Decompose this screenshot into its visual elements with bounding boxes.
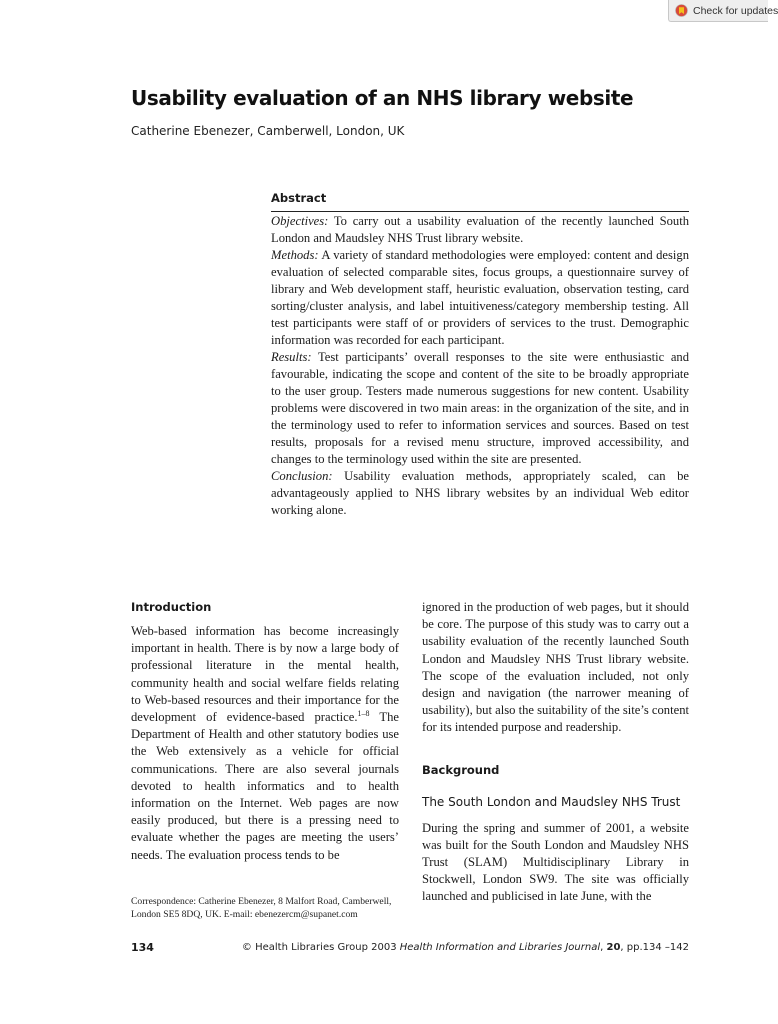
abstract-results bbox=[271, 349, 689, 468]
journal-footer bbox=[242, 942, 689, 953]
background-paragraph: During the spring and summer of 2001, a website was built for the South London and Maudsley NHS Trust (SLAM) Multidisciplinary Library in Stockwell, London SW9. The site was officially launched and publicised in late June, with the bbox=[422, 820, 689, 904]
methods-label: Methods: bbox=[271, 248, 319, 262]
results-text: Test participants’ overall responses to the site were enthusiastic and favourable, indicating the scope and content of the site to be broadly appropriate to the user group. Testers made numerous suggestions for new content. Usability problems were discovered in two main areas: in the organization of the site, and in the terminology used to refer to information services and sources. Based on test results, proposals for a revised menu structure, improved accessibility, and changes to the terminology used within the site are presented. bbox=[271, 350, 689, 466]
introduction-paragraph bbox=[131, 623, 399, 864]
introduction-text-a: Web-based information has become increasingly important in health. There is by now a large body of professional literature in the mental health, community health and social welfare fields relating to Web-based resources and their importance for the development of evidence-based practice. bbox=[131, 624, 399, 725]
abstract-heading: Abstract bbox=[271, 191, 327, 205]
background-subheading: The South London and Maudsley NHS Trust bbox=[422, 794, 681, 809]
article-authors: Catherine Ebenezer, Camberwell, London, UK bbox=[131, 124, 405, 138]
copyright-text: © Health Libraries Group 2003 bbox=[241, 942, 400, 953]
check-for-updates-label: Check for updates bbox=[693, 4, 778, 17]
footer-separator: , bbox=[600, 942, 607, 953]
abstract-body bbox=[271, 213, 689, 519]
page-range: , pp.134 –142 bbox=[620, 942, 689, 953]
conclusion-text: Usability evaluation methods, appropriately scaled, can be advantageously applied to NHS library websites by an individual Web editor working alone. bbox=[271, 469, 689, 517]
abstract-divider bbox=[271, 211, 689, 212]
introduction-text-b: The Department of Health and other statutory bodies use the Web extensively as a vehicle for official communications. There are also several journals devoted to health informatics and to health information on the Internet. Web pages are now easily produced, but there is a pressing need to evaluate whether the pages are meeting the users’ needs. The evaluation process tends to be bbox=[131, 710, 399, 862]
abstract-conclusion bbox=[271, 468, 689, 519]
journal-name: Health Information and Libraries Journal bbox=[399, 942, 601, 953]
reference-marker: 1–8 bbox=[357, 708, 370, 718]
abstract-methods bbox=[271, 247, 689, 349]
left-column bbox=[131, 600, 399, 864]
objectives-text: To carry out a usability evaluation of the recently launched South London and Maudsley NHS Trust library website. bbox=[271, 214, 689, 245]
background-heading: Background bbox=[422, 762, 500, 777]
conclusion-label: Conclusion: bbox=[271, 469, 333, 483]
page-number: 134 bbox=[131, 941, 154, 954]
check-for-updates-button[interactable] bbox=[668, 0, 778, 22]
right-column bbox=[422, 599, 689, 906]
journal-volume: 20 bbox=[606, 942, 621, 953]
introduction-heading: Introduction bbox=[131, 600, 212, 614]
results-label: Results: bbox=[271, 350, 312, 364]
abstract-objectives bbox=[271, 213, 689, 247]
article-title: Usability evaluation of an NHS library website bbox=[131, 86, 634, 110]
introduction-continued: ignored in the production of web pages, but it should be core. The purpose of this study was to carry out a usability evaluation of the recently launched South London and Maudsley NHS Trust library website. The scope of the evaluation included, not only design and navigation (the narrower meaning of usability), but also the suitability of the site’s content for its intended purpose and readership. bbox=[422, 600, 689, 735]
objectives-label: Objectives: bbox=[271, 214, 329, 228]
crossmark-icon bbox=[675, 4, 688, 17]
correspondence-footnote: Correspondence: Catherine Ebenezer, 8 Malfort Road, Camberwell, London SE5 8DQ, UK. E-mail: ebenezercm@supanet.com bbox=[131, 896, 392, 920]
methods-text: A variety of standard methodologies were employed: content and design evaluation of selected comparable sites, focus groups, a questionnaire survey of library and Web development staff, heuristic evaluation, observation testing, card sorting/cluster analysis, and label intuitiveness/category membership testing. All test participants were staff of or providers of services to the trust. Demographic information was recorded for each participant. bbox=[271, 248, 689, 347]
